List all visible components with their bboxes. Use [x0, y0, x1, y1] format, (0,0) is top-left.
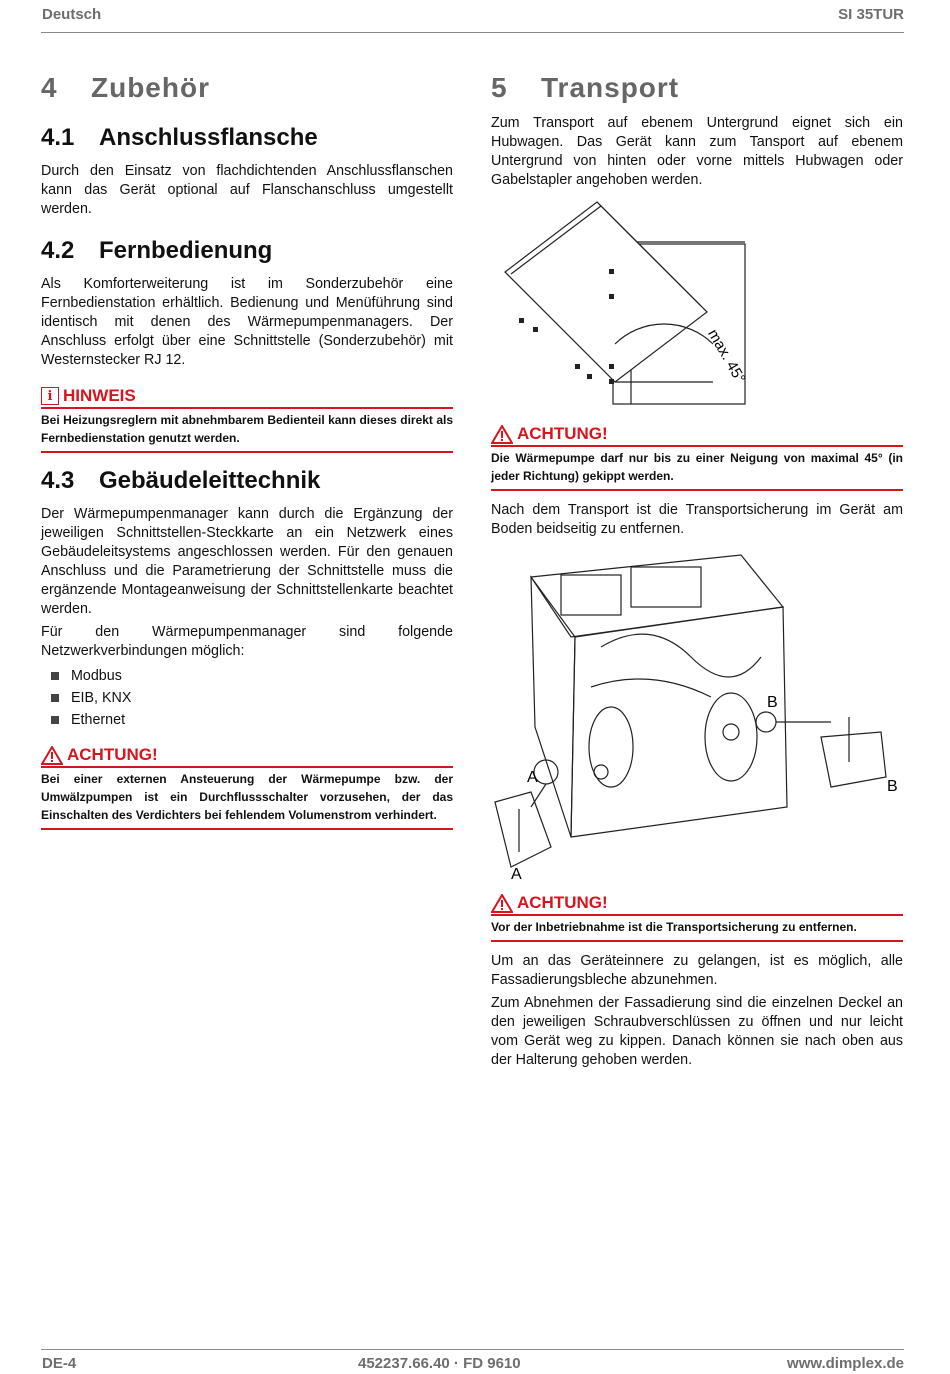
achtung-header [491, 893, 903, 916]
angle-label: max. 45° [704, 326, 749, 387]
warning-icon [41, 746, 63, 765]
transport-text: Um an das Geräteinnere zu gelangen, ist es möglich, alle Fassadierungsbleche abzunehmen. [491, 953, 903, 988]
bullet-icon [51, 716, 59, 724]
label-b-top: B [767, 694, 778, 711]
footer-doc: 452237.66.40 · FD 9610 [358, 1355, 521, 1372]
section-title: Fernbedienung [99, 237, 273, 264]
section-number: 4.3 [41, 467, 75, 494]
chapter-heading [41, 66, 453, 110]
section-heading [41, 467, 453, 495]
transport-text: Nach dem Transport ist die Transportsicherung im Gerät am Boden beidseitig zu entfernen. [491, 502, 903, 537]
section-text: Durch den Einsatz von flachdichtenden Anschlussflanschen kann das Gerät optional auf Flanschanschluss umgestellt werden. [41, 163, 453, 217]
label-a-bottom: A [511, 866, 522, 883]
section-text: Für den Wärmepumpenmanager sind folgende Netzwerkverbindungen möglich: [41, 624, 453, 659]
label-a-top: A [527, 769, 538, 786]
bullet-icon [51, 672, 59, 680]
chapter-title: Transport [541, 72, 680, 103]
achtung-header [491, 424, 903, 447]
footer-rule [41, 1349, 904, 1350]
achtung-title: ACHTUNG! [517, 424, 608, 443]
header-rule [41, 32, 904, 33]
warning-icon [491, 425, 513, 444]
footer-website: www.dimplex.de [787, 1355, 904, 1372]
bullet-icon [51, 694, 59, 702]
section-number: 4.1 [41, 124, 75, 151]
achtung-box [491, 424, 903, 491]
chapter-heading [491, 66, 903, 110]
hinweis-title: HINWEIS [63, 386, 136, 405]
network-list [51, 665, 453, 731]
achtung-text: Vor der Inbetriebnahme ist die Transportsicherung zu entfernen. [491, 916, 903, 942]
section-number: 4.2 [41, 237, 75, 264]
hinweis-box [41, 386, 453, 453]
achtung-title: ACHTUNG! [517, 893, 608, 912]
list-item: Modbus [51, 665, 453, 687]
chapter-number: 4 [41, 72, 58, 103]
footer-page: DE-4 [42, 1355, 77, 1372]
chapter-number: 5 [491, 72, 508, 103]
header-model: SI 35TUR [838, 6, 904, 23]
achtung-text: Bei einer externen Ansteuerung der Wärmepumpe bzw. der Umwälzpumpen ist ein Durchflussschalter vorzusehen, der das Einschalten des Verdichters bei fehlendem Volumenstrom verhindert. [41, 768, 453, 830]
achtung-text: Die Wärmepumpe darf nur bis zu einer Neigung von maximal 45° (in jeder Richtung) gekippt werden. [491, 447, 903, 491]
achtung-header [41, 745, 453, 768]
list-item: Ethernet [51, 709, 453, 731]
header-language: Deutsch [42, 6, 102, 23]
warning-icon [491, 894, 513, 913]
achtung-box [491, 893, 903, 942]
section-title: Gebäudeleittechnik [99, 467, 321, 494]
info-icon: i [41, 387, 59, 405]
section-heading [41, 124, 453, 152]
achtung-title: ACHTUNG! [67, 745, 158, 764]
section-text: Als Komforterweiterung ist im Sonderzubehör eine Fernbedienstation erhältlich. Bedienung und Menüführung sind identisch mit denen des Wärmepumpenmanagers. Der Anschluss erfolgt über eine Schnittstelle (Sonderzubehör) mit Westernstecker RJ 12. [41, 276, 453, 368]
right-column [491, 60, 903, 1074]
transport-intro: Zum Transport auf ebenem Untergrund eignet sich ein Hubwagen. Das Gerät kann zum Tansport auf ebenem Untergrund von hinten oder vorne mittels Hubwagen oder Gabelstapler angehoben werden. [491, 115, 903, 188]
section-heading [41, 237, 453, 265]
hinweis-header [41, 386, 453, 409]
left-column [41, 60, 453, 840]
section-text: Der Wärmepumpenmanager kann durch die Ergänzung der jeweiligen Schnittstellen-Steckkarte an ein Netzwerk eines Gebäudeleitsystems angeschlossen werden. Für den genauen Anschluss und die Parametrierung der Schnittstelle muss die ergänzende Montageanweisung der Schnittstellenkarte beachtet werden. [41, 506, 453, 617]
chapter-title: Zubehör [91, 72, 210, 103]
section-title: Anschlussflansche [99, 124, 318, 151]
achtung-box [41, 745, 453, 830]
transport-text: Zum Abnehmen der Fassadierung sind die einzelnen Deckel an den jeweiligen Schraubverschlüssen zu öffnen und nur leicht vom Gerät weg zu kippen. Danach können sie nach oben aus der Halterung gehoben werden. [491, 995, 903, 1068]
hinweis-text: Bei Heizungsreglern mit abnehmbarem Bedienteil kann dieses direkt als Fernbedienstation genutzt werden. [41, 409, 453, 453]
tilt-figure [491, 194, 903, 414]
label-b-right: B [887, 778, 898, 795]
unit-interior-figure [491, 547, 903, 887]
list-item: EIB, KNX [51, 687, 453, 709]
